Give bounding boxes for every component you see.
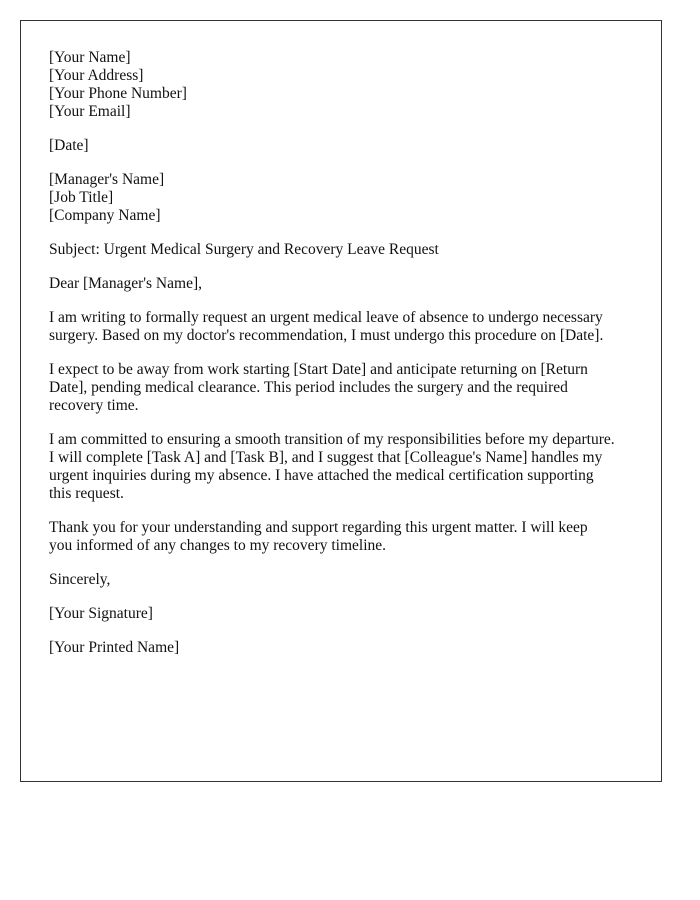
recipient-title: [Job Title]	[49, 189, 114, 206]
letter-date: [Date]	[49, 137, 89, 154]
subject-line: Subject: Urgent Medical Surgery and Recovery Leave Request	[49, 241, 439, 258]
body-paragraph-2	[49, 361, 641, 415]
sender-phone: [Your Phone Number]	[49, 85, 187, 102]
body-paragraph-3	[49, 431, 641, 503]
body-line: Thank you for your understanding and support regarding this urgent matter. I will keep	[49, 519, 588, 536]
closing: Sincerely,	[49, 571, 111, 588]
body-line: urgent inquiries during my absence. I have attached the medical certification supporting	[49, 467, 594, 484]
body-line: recovery time.	[49, 397, 139, 414]
sender-email: [Your Email]	[49, 103, 131, 120]
body-line: I am writing to formally request an urgent medical leave of absence to undergo necessary	[49, 309, 603, 326]
sender-address: [Your Address]	[49, 67, 144, 84]
signature: [Your Signature]	[49, 605, 153, 622]
body-line: you informed of any changes to my recovery timeline.	[49, 537, 387, 554]
body-paragraph-1	[49, 309, 641, 345]
body-line: I will complete [Task A] and [Task B], and I suggest that [Colleague's Name] handles my	[49, 449, 603, 466]
body-line: Date], pending medical clearance. This period includes the surgery and the required	[49, 379, 568, 396]
sender-block	[49, 49, 641, 121]
recipient-block	[49, 171, 641, 225]
recipient-company: [Company Name]	[49, 207, 161, 224]
body-line: I expect to be away from work starting [Start Date] and anticipate returning on [Return	[49, 361, 588, 378]
body-paragraph-4	[49, 519, 641, 555]
recipient-name: [Manager's Name]	[49, 171, 165, 188]
letter-content	[49, 49, 641, 673]
letter-page	[20, 20, 662, 782]
sender-name: [Your Name]	[49, 49, 131, 66]
salutation: Dear [Manager's Name],	[49, 275, 202, 292]
printed-name: [Your Printed Name]	[49, 639, 180, 656]
body-line: I am committed to ensuring a smooth transition of my responsibilities before my departure.	[49, 431, 615, 448]
body-line: this request.	[49, 485, 124, 502]
body-line: surgery. Based on my doctor's recommendation, I must undergo this procedure on [Date].	[49, 327, 604, 344]
